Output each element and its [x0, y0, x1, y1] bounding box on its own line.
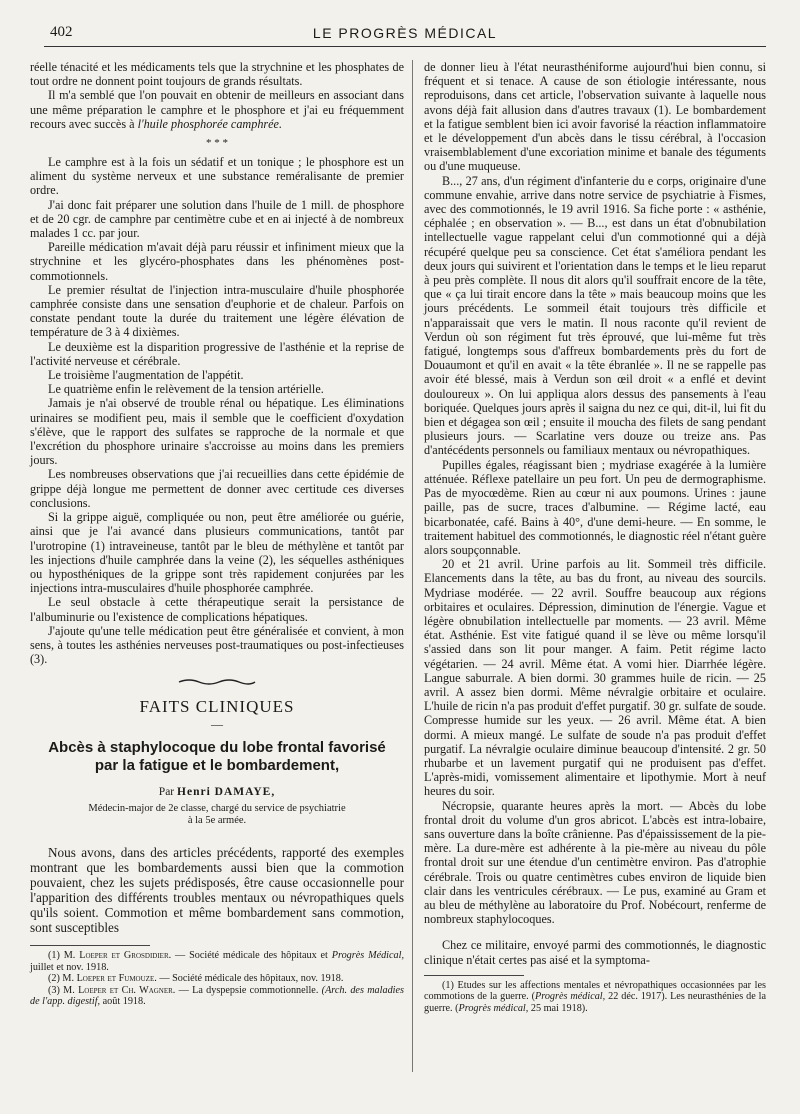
footnote-text: — Société médicale des hôpitaux et [171, 949, 332, 961]
footnote-text: — Société médicale des hôpitaux, nov. 1918. [156, 973, 344, 985]
footnote [30, 973, 404, 985]
footnote-authors: Loeper et Grosdidier. [79, 949, 172, 961]
footnote-journal: Progrès Médical, [331, 949, 405, 961]
footnote [424, 980, 766, 1015]
footnote-text: 25 mai 1918). [528, 1002, 588, 1014]
paragraph: de donner lieu à l'état neurasthéniforme aujourd'hui bien connu, si fréquent et si tenace. A cause de son étiologie intéressante, nous reproduisons, dans cet article, l'observation suivante à laquelle nous avons déjà fait allusion dans d'autres travaux (1). Le bombardement et la fatigue semblent bien ici avoir favorisé la réaction inflammatoire et le développement d'un abcès dans le tissu cérébral, à l'occasion vraisemblablement d'une excoriation minime et banale des téguments ou d'une muqueuse. [424, 60, 766, 174]
running-title: LE PROGRÈS MÉDICAL [312, 25, 498, 41]
section-break-stars: * * * [206, 137, 228, 150]
footnote-journal: (Arch. des maladies de l'app. digestif, [30, 984, 404, 1008]
author-name: Henri DAMAYE, [177, 785, 276, 798]
paragraph: J'ai donc fait préparer une solution dans l'huile de 1 mill. de phosphore et de 20 cgr. de camphre par centimètre cube et en ai injecté à de nombreux malades 1 cc. par jour. [30, 197, 404, 241]
footnote-authors: Loeper et Fumouze. [76, 973, 157, 985]
paragraph: Le seul obstacle à cette thérapeutique serait la persistance de l'albuminurie ou l'existence de complications hépatiques. [30, 595, 404, 624]
author-affiliation [30, 803, 404, 827]
byline [30, 785, 404, 799]
footnote-text: 22 déc. 1917). Les neurasthénies de la guerre. ( [424, 991, 766, 1014]
paragraph: Le camphre est à la fois un sédatif et un tonique ; le phosphore est un aliment du système nerveux et une substance reméralisante de premier ordre. [30, 155, 404, 198]
section-dash: — [211, 716, 223, 731]
right-column [424, 60, 766, 1015]
footnote-text: août 1918. [100, 996, 146, 1008]
affiliation-line: à la 5e armée. [187, 814, 247, 826]
footnote-text: (2) M. [48, 973, 77, 985]
footnote-text: juillet et nov. 1918. [30, 961, 109, 973]
paragraph: Les nombreuses observations que j'ai recueillies dans cette épidémie de grippe déjà longue me permettent de donner avec certitude ces diverses conclusions. [30, 467, 404, 510]
footnote-text: — La dyspepsie commotionnelle. [175, 984, 322, 996]
paragraph: Si la grippe aiguë, compliquée ou non, peut être améliorée ou guérie, ainsi que je l'ai avancé dans plusieurs communications, tantôt par l'urotropine (1) intraveineuse, tantôt par le bleu de méthylène et tantôt par les injections d'huile camphrée dans la veine (2), les séquelles asthéniques ou hyposthéniques de la grippe sont très rapidement conjurées par les injections intra-musculaires d'huile phosphorée camphrée. [30, 510, 404, 596]
footnote-authors: Loeper et Ch. Wagner. [78, 984, 176, 996]
section-title: FAITS CLINIQUES [139, 697, 295, 717]
footnote-text: (1) Etudes sur les affections mentales et névropathiques occasionnées par les commotions de la guerre. ( [424, 979, 766, 1003]
paragraph: Nécropsie, quarante heures après la mort. — Abcès du lobe frontal droit du volume d'un gros abricot. L'abcès est intra-lobaire, sans ouverture dans la boîte crânienne. Pas d'épaississement de la pie-mère. La dure-mère est adhérente à la pie-mère au niveau du pôle frontal droit sur une étendue d'un centimètre environ. Pas d'atrophie cérébrale. Trois ou quatre centimètres cubes environ de liquide bien clair dans les ventricules cérébraux. — Le pus, examiné au Gram et au bleu de méthylène au laboratoire du Prof. Nobécourt, renferme de nombreux staphylocoques. [424, 798, 766, 927]
footnote-text: (1) M. [48, 949, 80, 961]
emphasis-text: l'huile phosphorée camphrée. [137, 116, 283, 131]
paragraph: Pupilles égales, réagissant bien ; mydriase exagérée à la lumière atténuée. Réflexe patellaire un peu fort. Un peu de dermographisme. Pas de myocœdème. Rien au cœur ni aux poumons. Urines : jaune paille, pas de sucre, traces d'albumine. — Régime lacté, eau bicarbonatée, café. Bains à 40°, d'une demi-heure. — En somme, le traitement habituel des commotionnés, le diagnostic réel n'étant guère alors soupçonnable. [424, 457, 766, 557]
footnote [30, 950, 404, 973]
paragraph [30, 88, 404, 131]
footnote-rule [424, 975, 524, 976]
left-column [30, 60, 404, 1008]
byline-prefix: Par [158, 785, 178, 798]
paragraph: 20 et 21 avril. Urine parfois au lit. Sommeil très difficile. Elancements dans la tête, au bas du front, au niveau des sourcils. Mydriase modérée. — 22 avril. Souffre beaucoup aux régions orbitaires et oculaires. Dépression, diminution de l'énergie. Vague et légère obnubilation intellectuelle par moments. — 23 avril. Même état. Asthénie. Est vite fatigué quand il se lève ou même lorsqu'il s'assied dans son lit pour manger. A faim. Petit régime lacto végétarien. — 24 avril. Même état. A vomi hier. Diarrhée légère. Langue saburrale. A bien dormi. 30 grammes huile de ricin. — 25 avril. A assez bien dormi. Même névralgie orbitaire et oculaire. L'huile de ricin n'a pas produit d'effet purgatif. 30 gr. sulfate de soude. Compresse humide sur les yeux. — 26 avril. Même état. A bien dormi. A mieux mangé. Le sulfate de soude n'a pas produit d'effet purgatif. La névralgie oculaire diminue beaucoup d'intensité. 2 gr. 50 rhubarbe et un lavement purgatif qui ne produisent pas d'effet. L'après-midi, vomissement alimentaire et lipothymie. Mort à neuf heures du soir. [424, 557, 766, 799]
paragraph-text: Il m'a semblé que l'on pouvait en obtenir de meilleurs en associant dans une même préparation le camphre et le phosphore et j'ai eu fréquemment recours avec succès à [30, 88, 404, 131]
paragraph: Le quatrième enfin le relèvement de la tension artérielle. [48, 382, 324, 397]
footnote-journal: Progrès médical, [458, 1002, 529, 1014]
article-title: Abcès à staphylocoque du lobe frontal favorisé par la fatigue et le bombardement, [48, 738, 386, 774]
ornament-divider [177, 678, 257, 686]
page-number: 402 [50, 24, 73, 40]
footnote-journal: Progrès médical, [535, 991, 606, 1003]
paragraph: J'ajoute qu'une telle médication peut être généralisée et convient, à mon sens, à toutes les asthénies nerveuses post-traumatiques ou post-infectieuses (3). [30, 623, 404, 667]
column-divider [412, 60, 413, 1072]
paragraph: Jamais je n'ai observé de trouble rénal ou hépatique. Les éliminations urinaires se modifient peu, mais il semble que le coefficient d'oxydation s'élève, que le rapport des sulfates se rapproche de la normale et que l'excrétion du phosphore urinaire s'accroisse au moins dans les premiers jours. [30, 396, 404, 468]
paragraph: B..., 27 ans, d'un régiment d'infanterie du e corps, originaire d'une commune envahie, arrive dans notre service de psychiatrie à Fismes, avec des commotionnés, le 19 avril 1916. Sa fiche porte : « asthénie, céphalée ; en observation ». — B..., est dans un état d'obnubilation intellectuelle vague rappelant celui d'un commotionné qui a déjà récupéré quelque peu sa conscience. Cet état s'améliora pendant les deux jours qui suivirent et l'orientation dans le temps et le lieu reparut à peu près complète. Il nous dit alors qu'il souffrait encore de la tête, que « ça lui tirait encore dans la tête » mais beaucoup moins que les jours précédents. Le sommeil était toujours très difficile et n'apparaissait que vers le matin. Il nous raconte qu'il revient de Verdun où son régiment fut très éprouvé, que lui-même fut très fatigué, longtemps sous d'affreux bombardements près du fort de Douaumont et qu'il en avait « la tête ébranlée ». Il ne se rappelle pas avoir été blessé, mais à Verdun son œil droit « a enflé et devint douloureux ». On lui appliqua alors dessus des pansements à l'eau boriquée. Quelques jours après il saigna du nez ce qui, dit-il, lui fit du bien et dégagea son œil ; ensuite il moucha des filets de sang pendant plusieurs jours. — Scarlatine vers douze ou treize ans. Pas d'antécédents personnels ou familiaux mentaux ou névropathiques. [424, 173, 766, 458]
paragraph: Le premier résultat de l'injection intra-musculaire d'huile phosphorée camphrée consiste dans une sensation d'euphorie et de chaleur. Parfois on constate pendant toute la durée du traitement une légère élévation de température de 3 à 4 dixièmes. [30, 282, 404, 340]
footnote-rule [30, 945, 150, 946]
page-header [44, 22, 766, 47]
lead-paragraph: Nous avons, dans des articles précédents, rapporté des exemples montrant que les bombardements aussi bien que la commotion pouvaient, chez les sujets prédisposés, être cause occasionnelle pour l'apparition des différents troubles mentaux ou névropathiques quels qu'ils soient. Commotion et même bombardement sans commotion, sont susceptibles [30, 844, 404, 935]
paragraph: Pareille médication m'avait déjà paru réussir et infiniment mieux que la strychnine et les glycéro-phosphates dans les phénomènes post-commotionnels. [30, 240, 404, 283]
footnote-text: (3) M. [48, 984, 79, 996]
paragraph: Chez ce militaire, envoyé parmi des commotionnés, le diagnostic clinique n'était certes pas aisé et la symptoma- [424, 938, 766, 967]
footnote [30, 985, 404, 1008]
paragraph: réelle ténacité et les médicaments tels que la strychnine et les phosphates de tout ordre ne donnent point toujours de grands résultats. [30, 60, 404, 89]
paragraph: Le deuxième est la disparition progressive de l'asthénie et la reprise de l'activité nerveuse et cérébrale. [30, 339, 404, 368]
affiliation-line: Médecin-major de 2e classe, chargé du service de psychiatrie [88, 802, 346, 814]
paragraph: Le troisième l'augmentation de l'appétit. [48, 368, 244, 383]
